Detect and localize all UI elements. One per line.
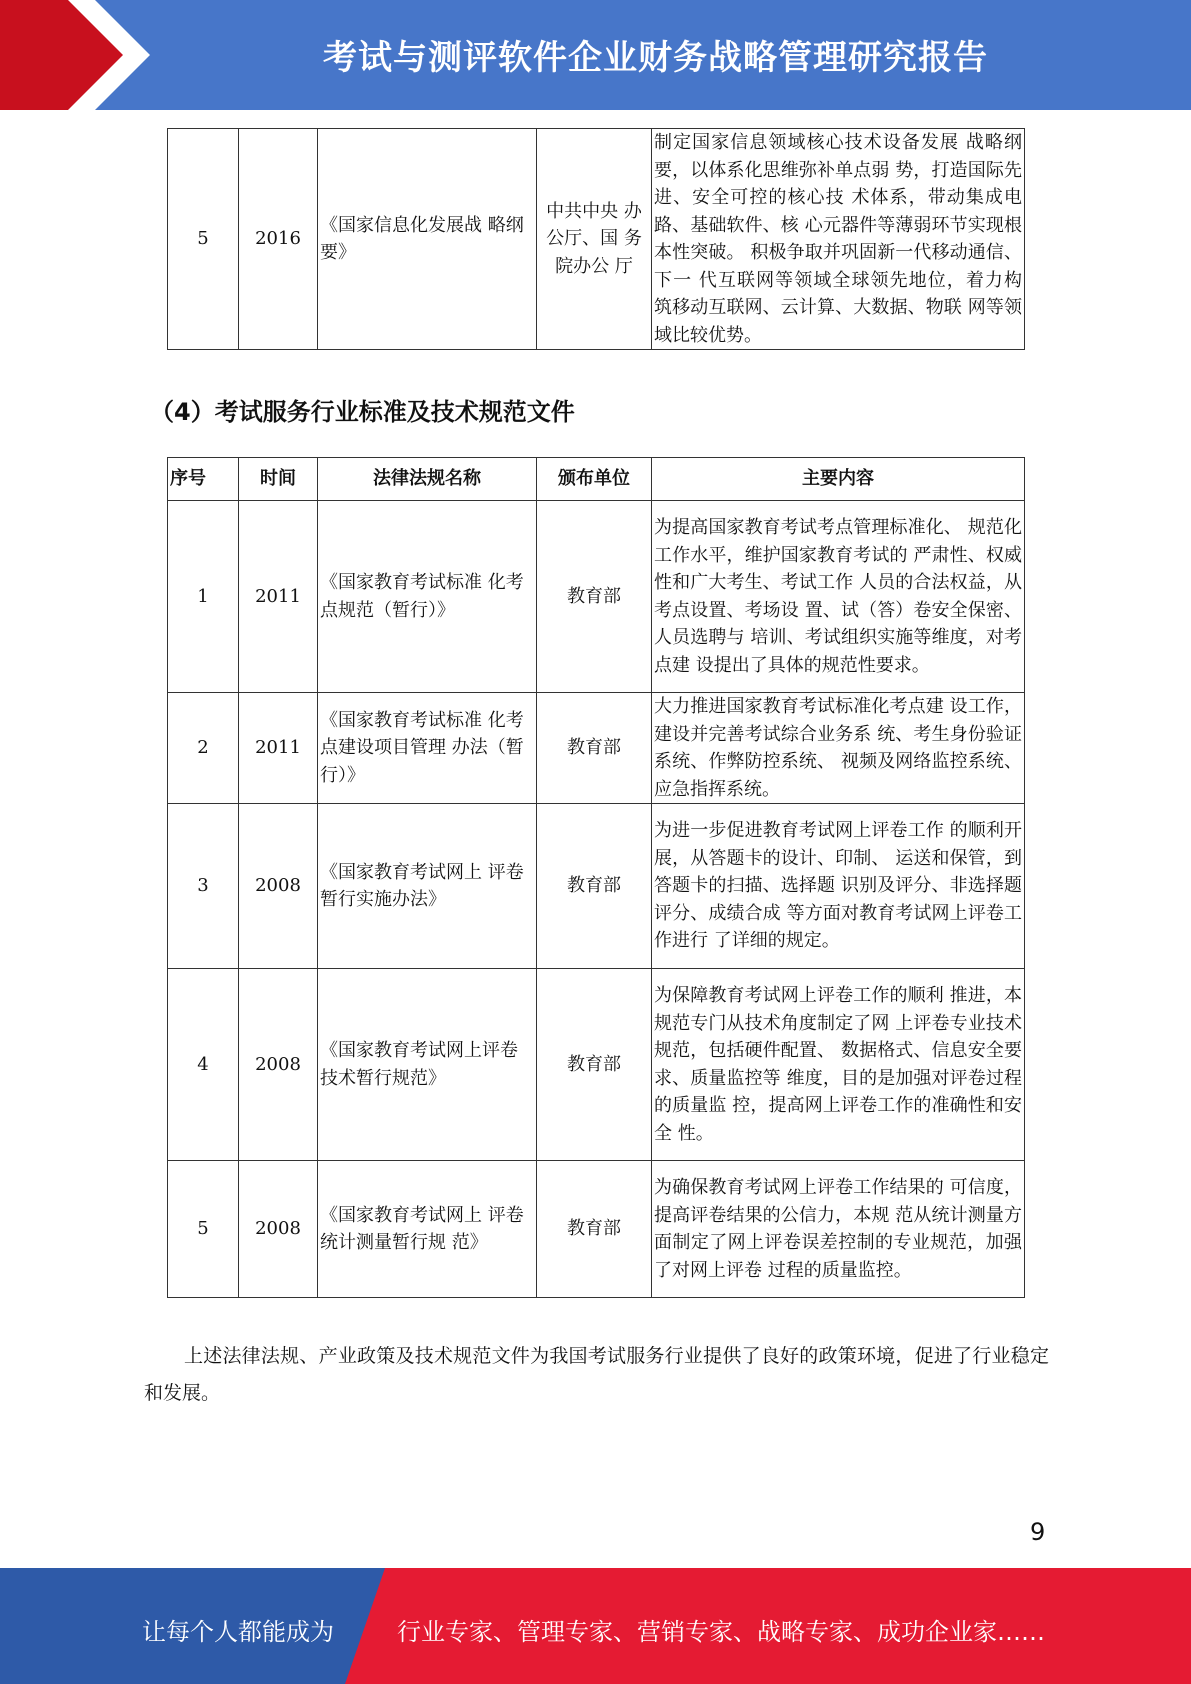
page-footer — [0, 1568, 1191, 1684]
table-row — [168, 693, 1025, 804]
row-content: 大力推进国家教育考试标准化考点建 设工作，建设并完善考试综合业务系 统、考生身份验证系统、作弊防控系统、 视频及网络监控系统、应急指挥系统。 — [652, 693, 1025, 804]
table-row — [168, 1161, 1025, 1298]
row-name: 《国家教育考试网上 评卷暂行实施办法》 — [318, 804, 537, 969]
row-issuer: 教育部 — [537, 804, 652, 969]
table-row — [168, 804, 1025, 969]
row-name: 《国家教育考试网上评卷技术暂行规范》 — [318, 969, 537, 1161]
policy-table-continued — [167, 128, 1025, 350]
row-content: 为确保教育考试网上评卷工作结果的 可信度，提高评卷结果的公信力，本规 范从统计测量方面制定了网上评卷误差控制的专业规范，加强了对网上评卷 过程的质量监控。 — [652, 1161, 1025, 1298]
row-issuer: 教育部 — [537, 969, 652, 1161]
row-issuer: 教育部 — [537, 501, 652, 693]
header-content: 主要内容 — [652, 458, 1025, 501]
page-header — [0, 0, 1191, 110]
row-issuer: 教育部 — [537, 1161, 652, 1298]
row-number: 5 — [168, 129, 239, 350]
row-content: 为保障教育考试网上评卷工作的顺利 推进，本规范专门从技术角度制定了网 上评卷专业技术规范，包括硬件配置、 数据格式、信息安全要求、质量监控等 维度，目的是加强对评卷过程的质量监 控，提高网上评卷工作的准确性和安全 性。 — [652, 969, 1025, 1161]
footer-slogan-left: 让每个人都能成为 — [142, 1618, 334, 1646]
summary-paragraph: 上述法律法规、产业政策及技术规范文件为我国考试服务行业提供了良好的政策环境，促进了行业稳定和发展。 — [144, 1345, 1049, 1404]
row-year: 2008 — [239, 1161, 318, 1298]
table-row — [168, 501, 1025, 693]
row-issuer: 中共中央 办公厅、国 务院办公 厅 — [537, 129, 652, 350]
row-number: 1 — [168, 501, 239, 693]
section-heading: （4）考试服务行业标准及技术规范文件 — [150, 398, 575, 426]
header-issuer: 颁布单位 — [537, 458, 652, 501]
header-year: 时间 — [239, 458, 318, 501]
table-row — [168, 969, 1025, 1161]
header-number: 序号 — [168, 458, 239, 501]
row-name: 《国家教育考试标准 化考点规范（暂行）》 — [318, 501, 537, 693]
table-row — [168, 129, 1025, 350]
table-header-row — [168, 458, 1025, 501]
row-content: 为提高国家教育考试考点管理标准化、 规范化工作水平，维护国家教育考试的 严肃性、权威性和广大考生、考试工作 人员的合法权益，从考点设置、考场设 置、试（答）卷安全保密、人员选聘与 培训、考试组织实施等维度，对考点建 设提出了具体的规范性要求。 — [652, 501, 1025, 693]
header-name: 法律法规名称 — [318, 458, 537, 501]
row-name: 《国家信息化发展战 略纲要》 — [318, 129, 537, 350]
row-number: 2 — [168, 693, 239, 804]
row-content: 制定国家信息领域核心技术设备发展 战略纲要，以体系化思维弥补单点弱 势，打造国际先进、安全可控的核心技 术体系，带动集成电路、基础软件、核 心元器件等薄弱环节实现根本性突破。 积极争取并巩固新一代移动通信、下一 代互联网等领域全球领先地位，着力构 筑移动互联网、云计算、大数据、物联 网等领域比较优势。 — [652, 129, 1025, 350]
row-number: 5 — [168, 1161, 239, 1298]
report-title: 考试与测评软件企业财务战略管理研究报告 — [323, 38, 988, 78]
row-name: 《国家教育考试标准 化考点建设项目管理 办法（暂行）》 — [318, 693, 537, 804]
page-number: 9 — [1030, 1518, 1046, 1546]
row-number: 3 — [168, 804, 239, 969]
row-name: 《国家教育考试网上 评卷统计测量暂行规 范》 — [318, 1161, 537, 1298]
row-issuer: 教育部 — [537, 693, 652, 804]
footer-slogan-right: 行业专家、管理专家、营销专家、战略专家、成功企业家…… — [397, 1618, 1045, 1646]
row-content: 为进一步促进教育考试网上评卷工作 的顺利开展，从答题卡的设计、印制、 运送和保管，到答题卡的扫描、选择题 识别及评分、非选择题评分、成绩合成 等方面对教育考试网上评卷工作进行 了详细的规定。 — [652, 804, 1025, 969]
row-year: 2011 — [239, 693, 318, 804]
row-year: 2016 — [239, 129, 318, 350]
row-year: 2008 — [239, 804, 318, 969]
row-year: 2008 — [239, 969, 318, 1161]
standards-table — [167, 457, 1025, 1298]
row-number: 4 — [168, 969, 239, 1161]
row-year: 2011 — [239, 501, 318, 693]
